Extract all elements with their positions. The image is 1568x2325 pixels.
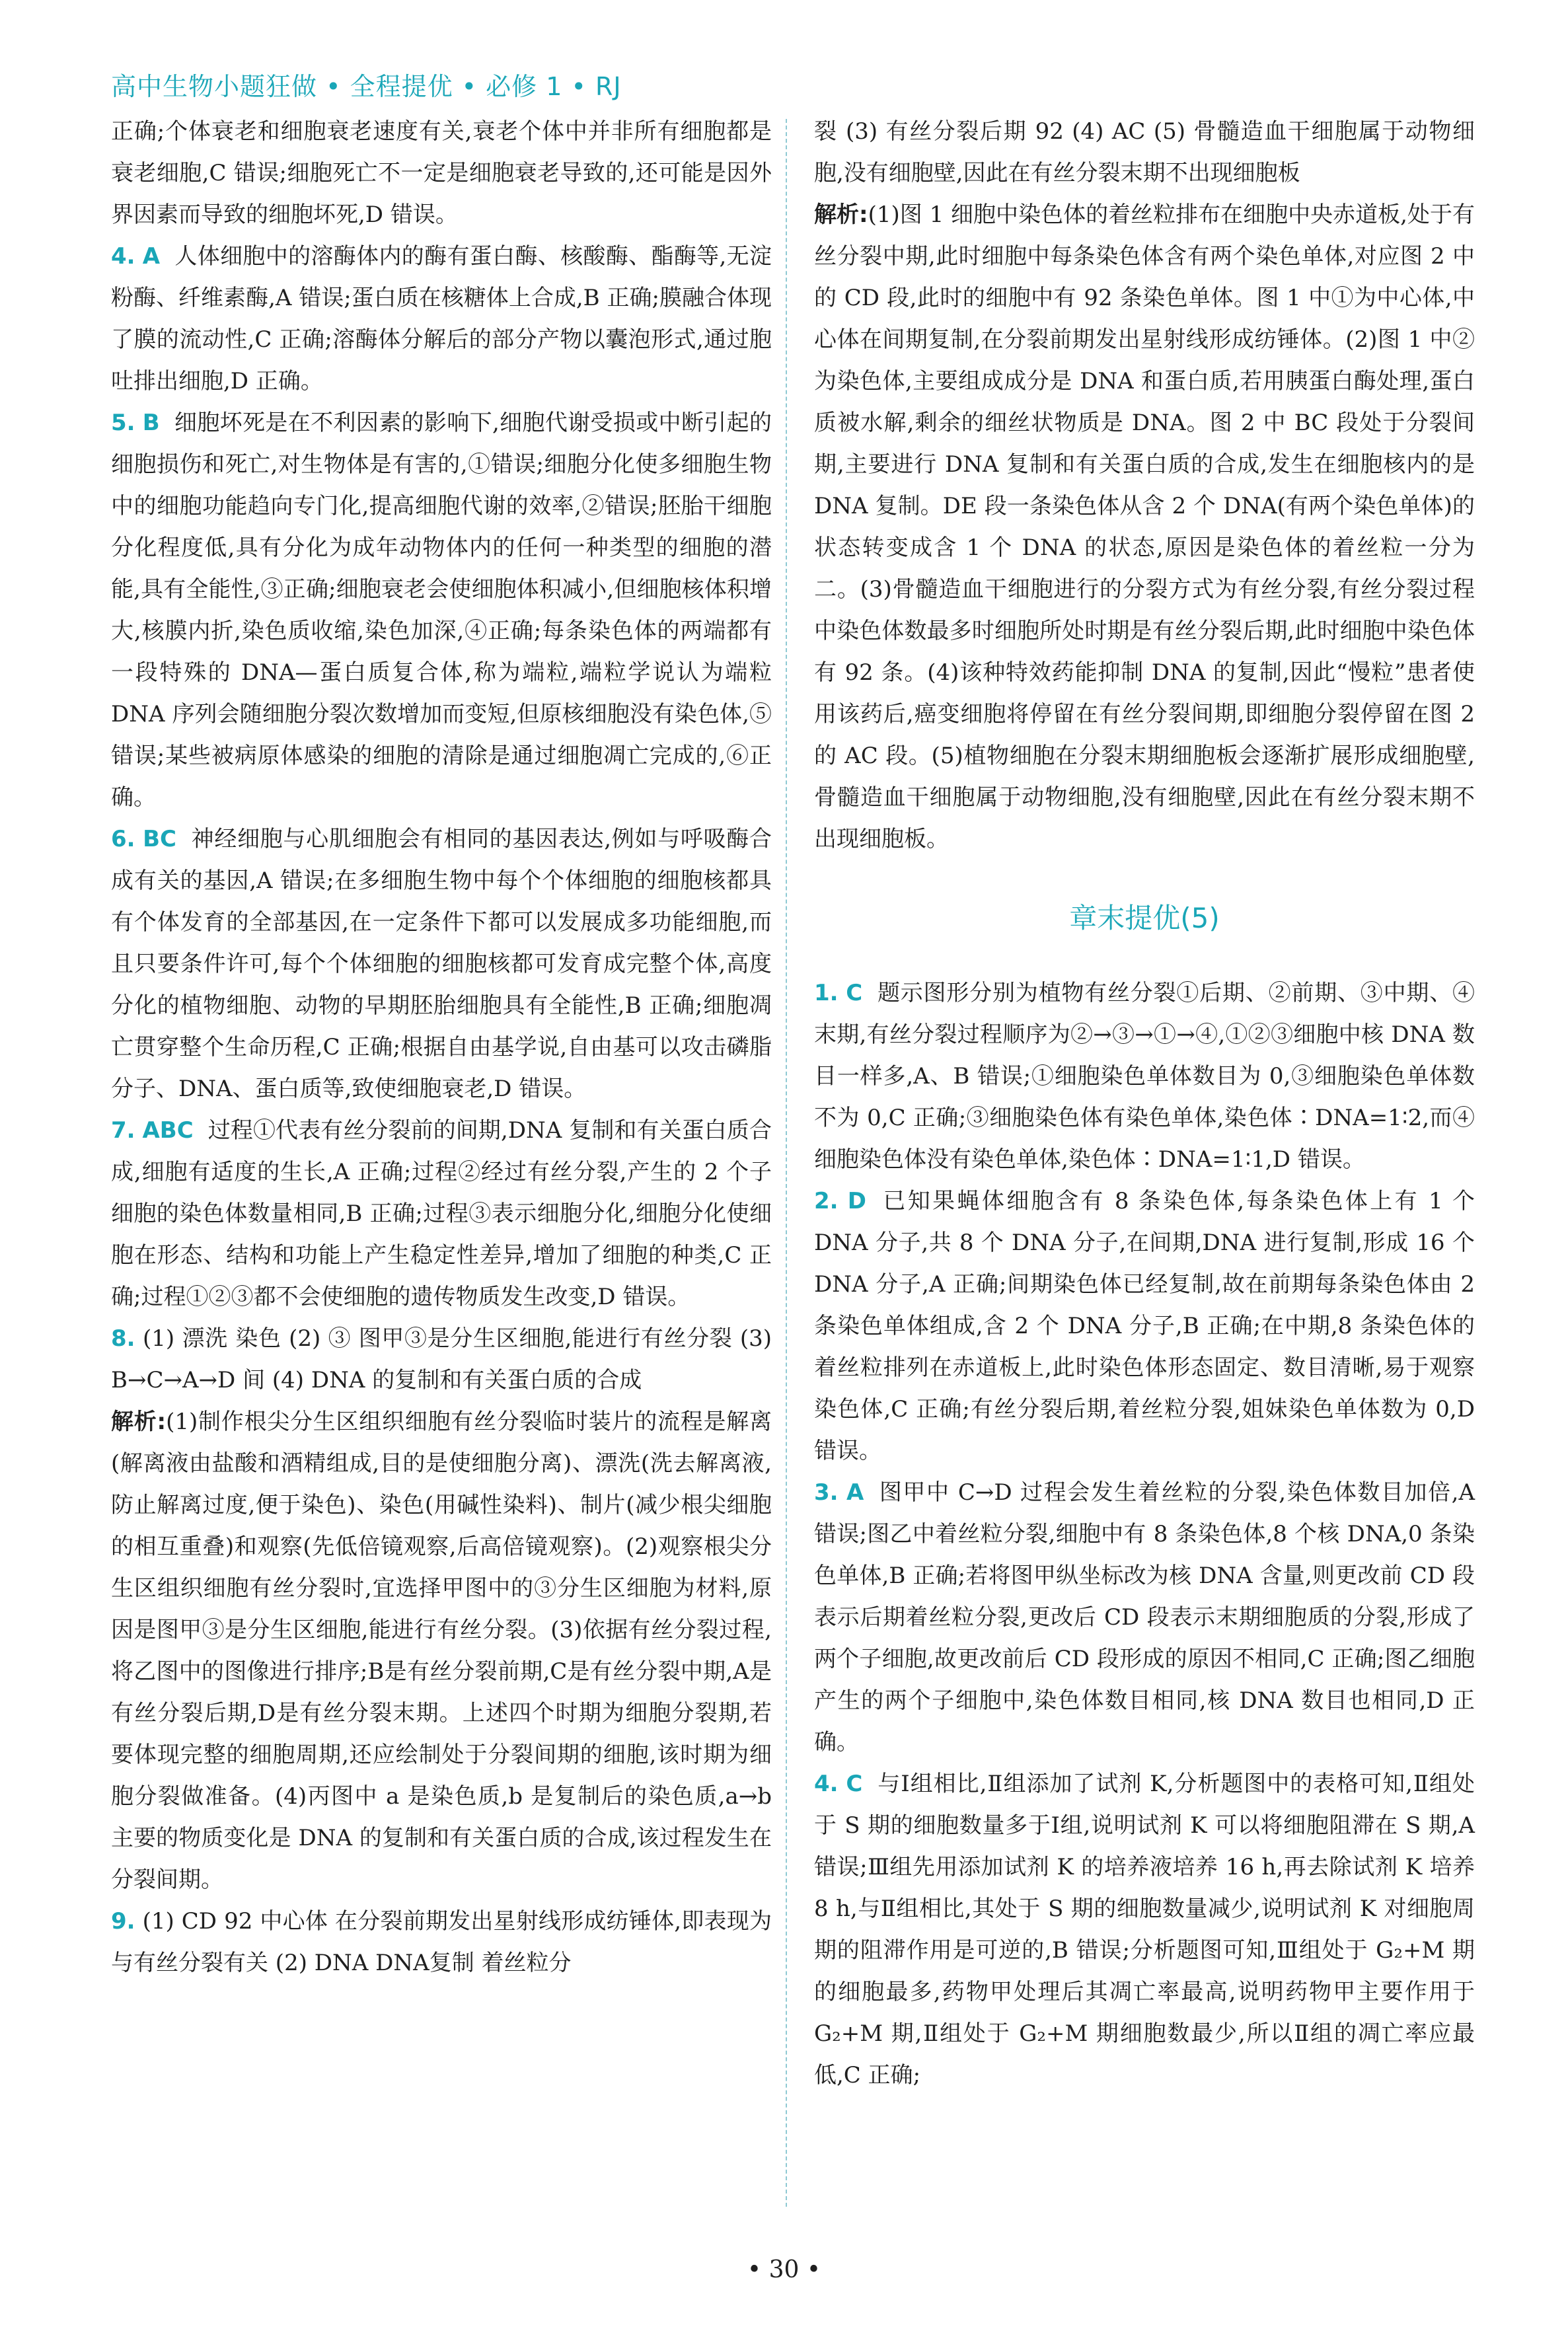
item-number: 2. <box>814 1188 839 1214</box>
analysis-label: 解析: <box>111 1409 167 1435</box>
item-explanation: 图甲中 C→D 过程会发生着丝粒的分裂,染色体数目加倍,A 错误;图乙中着丝粒分裂,细胞中有 8 条染色体,8 个核 DNA,0 条染色单体,B 正确;若将图甲纵坐标改为核 DNA 含量,则更改前 CD 段表示后期着丝粒分裂,更改后 CD 段表示末期细胞质的分裂,形成了两个子细胞,故更改前后 CD 段形成的原因不相同,C 正确;图乙细胞产生的两个子细胞中,染色体数目相同,核 DNA 数目也相同,D 正确。 <box>814 1479 1475 1755</box>
item-number: 1. <box>814 980 839 1006</box>
item-answer: C <box>846 980 863 1006</box>
item-number: 8. <box>111 1325 135 1352</box>
left-column <box>111 111 772 1984</box>
answer-item-7 <box>111 1110 772 1318</box>
running-header: 高中生物小题狂做 • 全程提优 • 必修 1 • RJ <box>111 72 622 101</box>
chapter-item-3 <box>814 1472 1475 1763</box>
right-column <box>814 111 1475 2096</box>
item-answer-text: (1) 漂洗 染色 (2) ③ 图甲③是分生区细胞,能进行有丝分裂 (3) B→C→A→D 间 (4) DNA 的复制和有关蛋白质的合成 <box>111 1325 772 1393</box>
answer-item-6 <box>111 819 772 1110</box>
analysis-9 <box>814 194 1475 860</box>
item-explanation: 细胞坏死是在不利因素的影响下,细胞代谢受损或中断引起的细胞损伤和死亡,对生物体是有害的,①错误;细胞分化使多细胞生物中的细胞功能趋向专门化,提高细胞代谢的效率,②错误;胚胎干细胞分化程度低,具有分化为成年动物体内的任何一种类型的细胞的潜能,具有全能性,③正确;细胞衰老会使细胞体积减小,但细胞核体积增大,核膜内折,染色质收缩,染色加深,④正确;每条染色体的两端都有一段特殊的 DNA—蛋白质复合体,称为端粒,端粒学说认为端粒 DNA 序列会随细胞分裂次数增加而变短,但原核细胞没有染色体,⑤错误;某些被病原体感染的细胞的清除是通过细胞凋亡完成的,⑥正确。 <box>111 410 772 811</box>
item-explanation: 人体细胞中的溶酶体内的酶有蛋白酶、核酸酶、酯酶等,无淀粉酶、纤维素酶,A 错误;蛋白质在核糖体上合成,B 正确;膜融合体现了膜的流动性,C 正确;溶酶体分解后的部分产物以囊泡形式,通过胞吐排出细胞,D 正确。 <box>111 243 772 394</box>
item-explanation: 过程①代表有丝分裂前的间期,DNA 复制和有关蛋白质合成,细胞有适度的生长,A 正确;过程②经过有丝分裂,产生的 2 个子细胞的染色体数量相同,B 正确;过程③表示细胞分化,细胞分化使细胞在形态、结构和功能上产生稳定性差异,增加了细胞的种类,C 正确;过程①②③都不会使细胞的遗传物质发生改变,D 错误。 <box>111 1117 772 1310</box>
item-answer: B <box>142 410 160 436</box>
item-answer: C <box>846 1771 863 1797</box>
item-answer-text: (1) CD 92 中心体 在分裂前期发出星射线形成纺锤体,即表现为与有丝分裂有关 (2) DNA DNA复制 着丝粒分 <box>111 1908 772 1976</box>
item-number: 4. <box>111 243 135 270</box>
analysis-text: (1)制作根尖分生区组织细胞有丝分裂临时装片的流程是解离(解离液由盐酸和酒精组成,目的是使细胞分离)、漂洗(洗去解离液,防止解离过度,便于染色)、染色(用碱性染料)、制片(减少根尖细胞的相互重叠)和观察(先低倍镜观察,后高倍镜观察)。(2)观察根尖分生区组织细胞有丝分裂时,宜选择甲图中的③分生区细胞为材料,原因是图甲③是分生区细胞,能进行有丝分裂。(3)依据有丝分裂过程,将乙图中的图像进行排序;B是有丝分裂前期,C是有丝分裂中期,A是有丝分裂后期,D是有丝分裂末期。上述四个时期为细胞分裂期,若要体现完整的细胞周期,还应绘制处于分裂间期的细胞,该时期为细胞分裂做准备。(4)丙图中 a 是染色质,b 是复制后的染色质,a→b 主要的物质变化是 DNA 的复制和有关蛋白质的合成,该过程发生在分裂间期。 <box>111 1409 772 1893</box>
continued-paragraph: 正确;个体衰老和细胞衰老速度有关,衰老个体中并非所有细胞都是衰老细胞,C 错误;细胞死亡不一定是细胞衰老导致的,还可能是因外界因素而导致的细胞坏死,D 错误。 <box>111 118 772 228</box>
section-title: 章末提优(5) <box>1069 902 1220 934</box>
answer-item-9 <box>111 1901 772 1984</box>
item-answer: A <box>846 1479 864 1506</box>
analysis-8 <box>111 1401 772 1901</box>
column-divider <box>786 119 787 2207</box>
chapter-item-4 <box>814 1763 1475 2096</box>
item-explanation: 题示图形分别为植物有丝分裂①后期、②前期、③中期、④末期,有丝分裂过程顺序为②→③→①→④,①②③细胞中核 DNA 数目一样多,A、B 错误;①细胞染色单体数目为 0,③细胞染色单体数不为 0,C 正确;③细胞染色体有染色单体,染色体∶DNA=1∶2,而④细胞染色体没有染色单体,染色体∶DNA=1∶1,D 错误。 <box>814 980 1475 1173</box>
item-number: 6. <box>111 826 135 852</box>
answer-item-8 <box>111 1318 772 1401</box>
chapter-item-1 <box>814 973 1475 1181</box>
answer-item-5 <box>111 402 772 819</box>
analysis-text: (1)图 1 细胞中染色体的着丝粒排布在细胞中央赤道板,处于有丝分裂中期,此时细胞中每条染色体含有两个染色单体,对应图 2 中的 CD 段,此时的细胞中有 92 条染色单体。图 1 中①为中心体,中心体在间期复制,在分裂前期发出星射线形成纺锤体。(2)图 1 中②为染色体,主要组成成分是 DNA 和蛋白质,若用胰蛋白酶处理,蛋白质被水解,剩余的细丝状物质是 DNA。图 2 中 BC 段处于分裂间期,主要进行 DNA 复制和有关蛋白质的合成,发生在细胞核内的是 DNA 复制。DE 段一条染色体从含 2 个 DNA(有两个染色单体)的状态转变成含 1 个 DNA 的状态,原因是染色体的着丝粒一分为二。(3)骨髓造血干细胞进行的分裂方式为有丝分裂,有丝分裂过程中染色体数最多时细胞所处时期是有丝分裂后期,此时细胞中染色体有 92 条。(4)该种特效药能抑制 DNA 的复制,因此“慢粒”患者使用该药后,癌变细胞将停留在有丝分裂间期,即细胞分裂停留在图 2 的 AC 段。(5)植物细胞在分裂末期细胞板会逐渐扩展形成细胞壁,骨髓造血干细胞属于动物细胞,没有细胞壁,因此在有丝分裂末期不出现细胞板。 <box>814 202 1475 852</box>
item-answer: ABC <box>142 1117 194 1144</box>
item-number: 7. <box>111 1117 135 1144</box>
answer-item-4 <box>111 236 772 402</box>
item-number: 9. <box>111 1908 135 1935</box>
item-number: 3. <box>814 1479 839 1506</box>
item-explanation: 与Ⅰ组相比,Ⅱ组添加了试剂 K,分析题图中的表格可知,Ⅱ组处于 S 期的细胞数量多于Ⅰ组,说明试剂 K 可以将细胞阻滞在 S 期,A 错误;Ⅲ组先用添加试剂 K 的培养液培养 16 h,再去除试剂 K 培养 8 h,与Ⅱ组相比,其处于 S 期的细胞数量减少,说明试剂 K 对细胞周期的阻滞作用是可逆的,B 错误;分析题图可知,Ⅲ组处于 G₂+M 期的细胞最多,药物甲处理后其凋亡率最高,说明药物甲主要作用于 G₂+M 期,Ⅱ组处于 G₂+M 期细胞数最少,所以Ⅱ组的凋亡率应最低,C 正确; <box>814 1771 1475 2088</box>
item-answer: A <box>142 243 161 270</box>
page-number: • 30 • <box>747 2256 821 2283</box>
analysis-label: 解析: <box>814 202 868 228</box>
item-number: 4. <box>814 1771 839 1797</box>
answer-item-9-continued: 裂 (3) 有丝分裂后期 92 (4) AC (5) 骨髓造血干细胞属于动物细胞,没有细胞壁,因此在有丝分裂末期不出现细胞板 <box>814 118 1475 186</box>
chapter-item-2 <box>814 1181 1475 1472</box>
item-answer: BC <box>143 826 176 852</box>
item-explanation: 已知果蝇体细胞含有 8 条染色体,每条染色体上有 1 个 DNA 分子,共 8 个 DNA 分子,在间期,DNA 进行复制,形成 16 个 DNA 分子,A 正确;间期染色体已经复制,故在前期每条染色体由 2 条染色单体组成,含 2 个 DNA 分子,B 正确;在中期,8 条染色体的着丝粒排列在赤道板上,此时染色体形态固定、数目清晰,易于观察染色体,C 正确;有丝分裂后期,着丝粒分裂,姐妹染色单体数为 0,D 错误。 <box>814 1188 1475 1464</box>
item-answer: D <box>847 1188 866 1214</box>
item-number: 5. <box>111 410 135 436</box>
item-explanation: 神经细胞与心肌细胞会有相同的基因表达,例如与呼吸酶合成有关的基因,A 错误;在多细胞生物中每个个体细胞的细胞核都具有个体发育的全部基因,在一定条件下都可以发展成多功能细胞,而且只要条件许可,每个个体细胞的细胞核都可发育成完整个体,高度分化的植物细胞、动物的早期胚胎细胞具有全能性,B 正确;细胞凋亡贯穿整个生命历程,C 正确;根据自由基学说,自由基可以攻击磷脂分子、DNA、蛋白质等,致使细胞衰老,D 错误。 <box>111 826 772 1102</box>
